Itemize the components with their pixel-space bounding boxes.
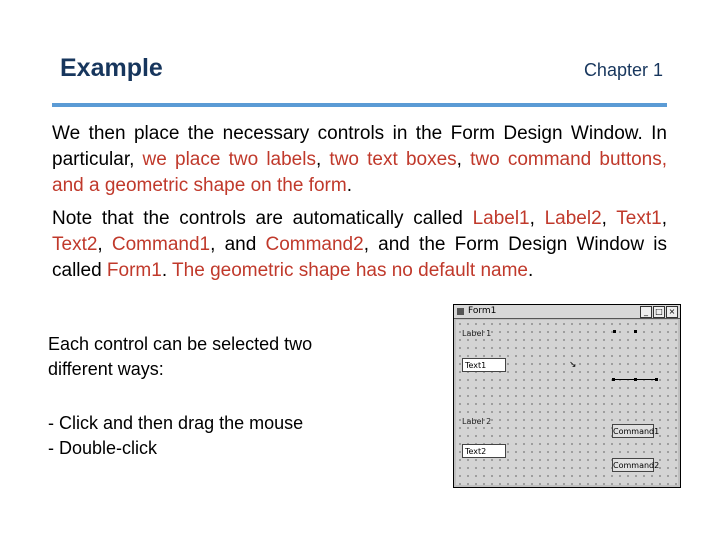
form-command1: Command1 xyxy=(612,424,654,438)
shape-handle-icon xyxy=(655,378,658,381)
paragraph-controls xyxy=(52,121,667,199)
para2-highlight-5: Command1 xyxy=(111,234,211,255)
para2-highlight-4: Text2 xyxy=(52,234,98,255)
form1-window-screenshot xyxy=(453,304,681,488)
para1-text-1: We then place the necessary controls in the Form Design Window. In particular, xyxy=(52,123,667,170)
para1-highlight-3: two command buttons, and a geometric shape on the form xyxy=(52,149,668,196)
shape-handle-icon xyxy=(634,330,637,333)
paragraph-names xyxy=(52,206,667,284)
form-icon xyxy=(457,308,464,315)
para2-text-2: , xyxy=(529,208,545,229)
para1-text-4: . xyxy=(346,175,352,196)
para2-highlight-7: Form1 xyxy=(106,260,162,281)
para2-highlight-6: Command2 xyxy=(265,234,364,255)
para2-text-1: Note that the controls are automatically called xyxy=(52,208,473,229)
para2-text-7: , and the Form Design Window is called xyxy=(52,234,667,281)
shape-handle-icon xyxy=(613,330,616,333)
para2-highlight-2: Label2 xyxy=(544,208,602,229)
form1-design-grid xyxy=(456,320,678,485)
form1-title: Form1 xyxy=(468,306,497,316)
minimize-icon: _ xyxy=(640,306,652,318)
para2-text-8: . xyxy=(161,260,173,281)
para2-highlight-3: Text1 xyxy=(616,208,662,229)
selection-line-1: Each control can be selected two xyxy=(48,334,313,354)
form1-titlebar xyxy=(454,305,680,319)
way-click-drag: - Click and then drag the mouse xyxy=(48,413,304,433)
way-double-click: - Double-click xyxy=(48,438,158,458)
para2-text-6: , and xyxy=(210,234,266,255)
shape-handle-icon xyxy=(634,378,637,381)
form-label2: Label 2 xyxy=(462,417,492,426)
para2-text-3: , xyxy=(601,208,617,229)
para1-highlight-2: two text boxes xyxy=(329,149,457,170)
form-text1: Text1 xyxy=(462,358,506,372)
para2-highlight-8: The geometric shape has no default name xyxy=(172,260,528,281)
para2-highlight-1: Label1 xyxy=(472,208,530,229)
selection-note xyxy=(48,332,368,382)
shape-handle-icon xyxy=(612,378,615,381)
form-text2: Text2 xyxy=(462,444,506,458)
form-command2: Command2 xyxy=(612,458,654,472)
para1-highlight-1: we place two labels xyxy=(142,149,316,170)
cursor-icon: ↘ xyxy=(569,360,577,370)
maximize-icon: □ xyxy=(653,306,665,318)
para1-text-2: , xyxy=(315,149,330,170)
close-icon: × xyxy=(666,306,678,318)
para2-text-9: . xyxy=(528,260,534,281)
para2-text-4: , xyxy=(661,208,667,229)
form-label1: Label 1 xyxy=(462,329,492,338)
selection-ways xyxy=(48,411,368,461)
chapter-label: Chapter 1 xyxy=(583,60,663,80)
slide-title: Example xyxy=(60,54,163,82)
title-divider xyxy=(52,103,667,107)
para2-text-5: , xyxy=(97,234,112,255)
selection-line-2: different ways: xyxy=(48,359,164,379)
para1-text-3: , xyxy=(456,149,471,170)
